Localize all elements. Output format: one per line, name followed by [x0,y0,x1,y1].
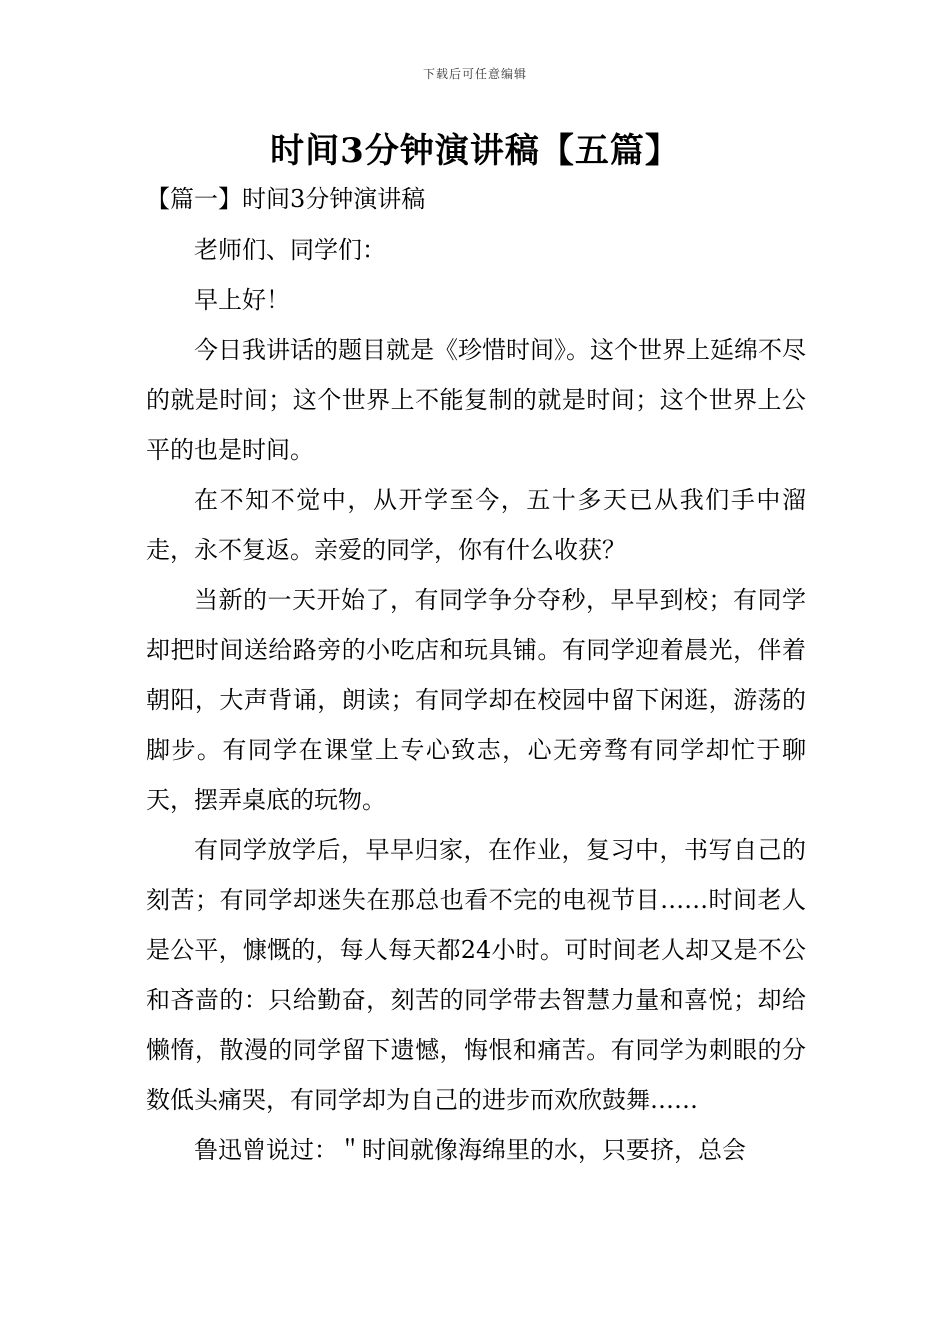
document-title: 时间3分钟演讲稿【五篇】 [270,131,680,171]
paragraph: 当新的一天开始了，有同学争分夺秒，早早到校；有同学却把时间送给路旁的小吃店和玩具铺。有同学迎着晨光，伴着朝阳，大声背诵，朗读；有同学却在校园中留下闲逛，游荡的脚步。有同学在课堂上专心致志，心无旁骛有同学却忙于聊天，摆弄桌底的玩物。 [146,586,806,814]
section-heading: 【篇一】时间3分钟演讲稿 [146,185,426,213]
paragraph: 有同学放学后，早早归家，在作业，复习中，书写自己的刻苦；有同学却迷失在那总也看不完的电视节目……时间老人是公平，慷慨的，每人每天都24小时。可时间老人却又是不公和吝啬的：只给勤奋，刻苦的同学带去智慧力量和喜悦；却给懒惰，散漫的同学留下遗憾，悔恨和痛苦。有同学为刺眼的分数低头痛哭，有同学却为自己的进步而欢欣鼓舞…… [146,836,806,1114]
header-note: 下载后可任意编辑 [422,67,527,81]
paragraph: 在不知不觉中，从开学至今，五十多天已从我们手中溜走，永不复返。亲爱的同学，你有什么收获？ [146,486,806,564]
paragraph: 今日我讲话的题目就是《珍惜时间》。这个世界上延绵不尽的就是时间；这个世界上不能复制的就是时间；这个世界上公平的也是时间。 [146,336,806,464]
body-text [146,225,806,1175]
paragraph-greeting: 老师们、同学们： [194,236,386,264]
paragraph-good-morning: 早上好！ [194,286,290,314]
paragraph: 鲁迅曾说过：＂时间就像海绵里的水，只要挤，总会 [194,1136,746,1164]
